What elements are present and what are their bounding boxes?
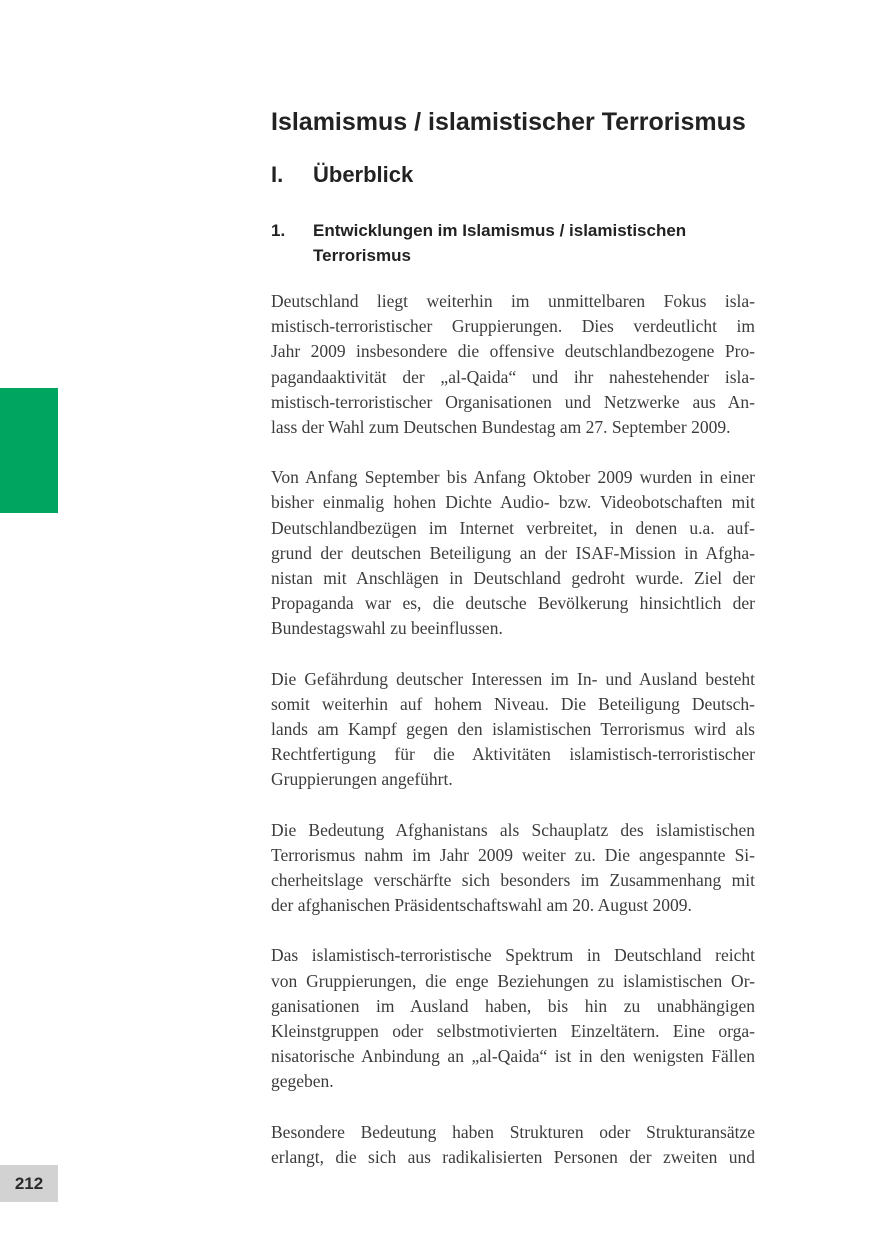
text-line: Die Gefährdung deutscher Interessen im In- und Ausland besteht [271, 668, 755, 689]
page-title: Islamismus / islamistischer Terrorismus [271, 108, 746, 136]
section-number: I. [271, 162, 284, 187]
text-line: Besondere Bedeutung haben Strukturen oder Strukturansätze [271, 1121, 755, 1142]
subsection-title-line: Terrorismus [313, 246, 411, 265]
subsection-title [313, 218, 686, 268]
text-line: gegeben. [271, 1071, 334, 1092]
text-line: Terrorismus nahm im Jahr 2009 weiter zu. Die angespannte Si- [271, 844, 755, 865]
text-line: Gruppierungen angeführt. [271, 769, 453, 790]
text-line: Propaganda war es, die deutsche Bevölkerung hinsichtlich der [271, 593, 755, 614]
body-paragraphs [271, 289, 755, 1170]
text-line: nistan mit Anschlägen in Deutschland gedroht wurde. Ziel der [271, 568, 755, 589]
text-line: lass der Wahl zum Deutschen Bundestag am 27. September 2009. [271, 417, 731, 438]
text-column [271, 108, 755, 1195]
text-line: Deutschlandbezügen im Internet verbreitet, in denen u.a. auf- [271, 517, 755, 538]
text-line: Rechtfertigung für die Aktivitäten islamistisch-terroristischer [271, 744, 755, 765]
section-heading [271, 162, 755, 188]
subsection-title-line: Entwicklungen im Islamismus / islamistischen [313, 221, 687, 240]
paragraph [271, 667, 755, 793]
text-line: nisatorische Anbindung an „al-Qaida“ ist in den wenigsten Fällen [271, 1046, 755, 1067]
text-line: Deutschland liegt weiterhin im unmittelbaren Fokus isla- [271, 291, 755, 311]
paragraph [271, 289, 755, 440]
subsection-heading [271, 218, 755, 268]
chapter-tab-marker [0, 388, 58, 513]
text-line: Bundestagswahl zu beeinflussen. [271, 618, 503, 639]
text-line: der afghanischen Präsidentschaftswahl am 20. August 2009. [271, 895, 692, 916]
text-line: ganisationen im Ausland haben, bis hin zu unabhängigen [271, 995, 755, 1016]
text-line: erlangt, die sich aus radikalisierten Personen der zweiten und [271, 1146, 755, 1167]
text-line: Jahr 2009 insbesondere die offensive deutschlandbezogene Pro- [271, 341, 755, 362]
text-line: Kleinstgruppen oder selbstmotivierten Einzeltätern. Eine orga- [271, 1021, 755, 1042]
text-line: mistisch-terroristischer Organisationen und Netzwerke aus An- [271, 391, 755, 412]
paragraph [271, 818, 755, 919]
paragraph [271, 943, 755, 1094]
text-line: bisher einmalig hohen Dichte Audio- bzw. Videobotschaften mit [271, 492, 755, 513]
paragraph [271, 1120, 755, 1170]
text-line: grund der deutschen Beteiligung an der ISAF-Mission in Afgha- [271, 542, 755, 563]
text-line: pagandaaktivität der „al-Qaida“ und ihr nahestehender isla- [271, 366, 755, 387]
paragraph [271, 465, 755, 641]
text-line: cherheitslage verschärfte sich besonders im Zusammenhang mit [271, 870, 755, 891]
text-line: somit weiterhin auf hohem Niveau. Die Beteiligung Deutsch- [271, 693, 755, 714]
text-line: Die Bedeutung Afghanistans als Schauplatz des islamistischen [271, 819, 755, 840]
text-line: Von Anfang September bis Anfang Oktober 2009 wurden in einer [271, 467, 755, 488]
text-line: mistisch-terroristischer Gruppierungen. Dies verdeutlicht im [271, 316, 755, 337]
subsection-number: 1. [271, 221, 286, 240]
page-number: 212 [14, 1173, 44, 1193]
text-line: Das islamistisch-terroristische Spektrum in Deutschland reicht [271, 945, 755, 966]
section-title: Überblick [313, 162, 414, 187]
text-line: lands am Kampf gegen den islamistischen Terrorismus wird als [271, 719, 755, 740]
page-number-box [0, 1165, 58, 1202]
text-line: von Gruppierungen, die enge Beziehungen zu islamistischen Or- [271, 970, 755, 991]
